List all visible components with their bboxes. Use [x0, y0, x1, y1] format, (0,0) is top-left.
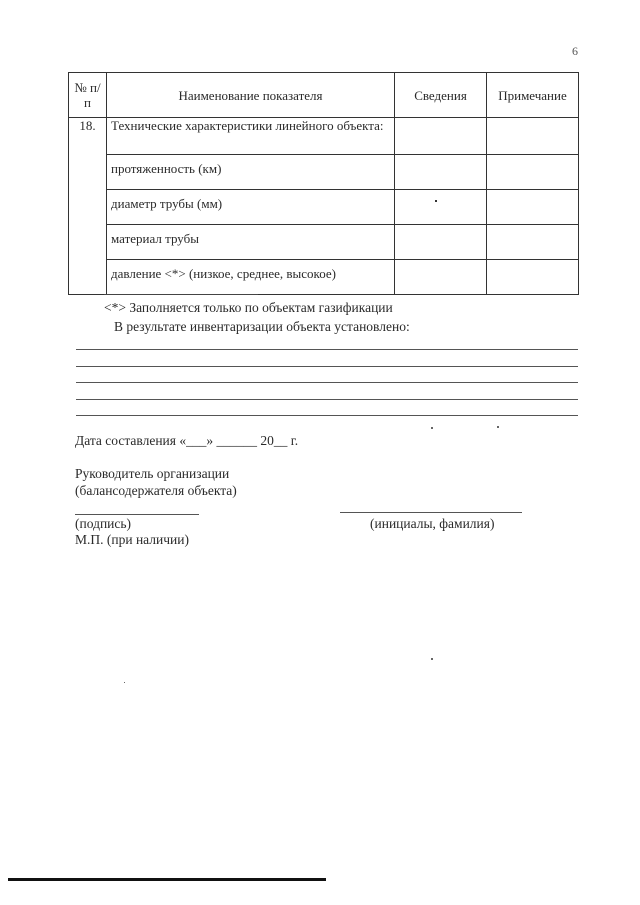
date-line: Дата составления «___» ______ 20__ г. [75, 433, 299, 448]
row-pressure: давление <*> (низкое, среднее, высокое) [107, 260, 395, 295]
signature-label: (подпись) [75, 516, 132, 531]
header-note: Примечание [487, 73, 579, 118]
fill-line [76, 415, 578, 416]
note-cell [487, 190, 579, 225]
initials-line [340, 512, 522, 513]
result-text: В результате инвентаризации объекта установлено: [114, 319, 410, 334]
scan-speck [431, 658, 433, 660]
note-cell [487, 260, 579, 295]
scan-speck [431, 427, 433, 429]
footnote-text: <*> Заполняется только по объектам газификации [104, 300, 393, 315]
fill-line [76, 366, 578, 367]
fill-line [76, 349, 578, 350]
note-cell [487, 155, 579, 190]
row-diameter: диаметр трубы (мм) [107, 190, 395, 225]
table-row [69, 225, 579, 260]
table-header-row [69, 73, 579, 118]
info-cell [395, 118, 487, 155]
row-length: протяженность (км) [107, 155, 395, 190]
scan-speck [497, 426, 499, 428]
table-row [69, 190, 579, 225]
header-num: № п/п [69, 73, 107, 118]
fill-line [76, 382, 578, 383]
signature-line [75, 514, 199, 515]
holder-label: (балансодержателя объекта) [75, 483, 237, 498]
header-name: Наименование показателя [107, 73, 395, 118]
info-cell [395, 155, 487, 190]
fill-line [76, 399, 578, 400]
indicators-table [68, 72, 579, 295]
head-label: Руководитель организации [75, 466, 230, 481]
info-cell [395, 260, 487, 295]
note-cell [487, 118, 579, 155]
row-number: 18. [69, 118, 107, 295]
note-cell [487, 225, 579, 260]
table-row [69, 260, 579, 295]
scan-speck [124, 682, 125, 683]
header-info: Сведения [395, 73, 487, 118]
page-number: 6 [572, 44, 578, 58]
stamp-label: М.П. (при наличии) [75, 532, 189, 547]
info-cell [395, 190, 487, 225]
footnote-divider [104, 294, 258, 295]
initials-label: (инициалы, фамилия) [370, 516, 495, 531]
table-row [69, 118, 579, 155]
scan-edge-bar [8, 878, 326, 881]
scan-dot [435, 200, 437, 202]
row-material: материал трубы [107, 225, 395, 260]
row-title: Технические характеристики линейного объекта: [107, 118, 395, 155]
table-row [69, 155, 579, 190]
info-cell [395, 225, 487, 260]
